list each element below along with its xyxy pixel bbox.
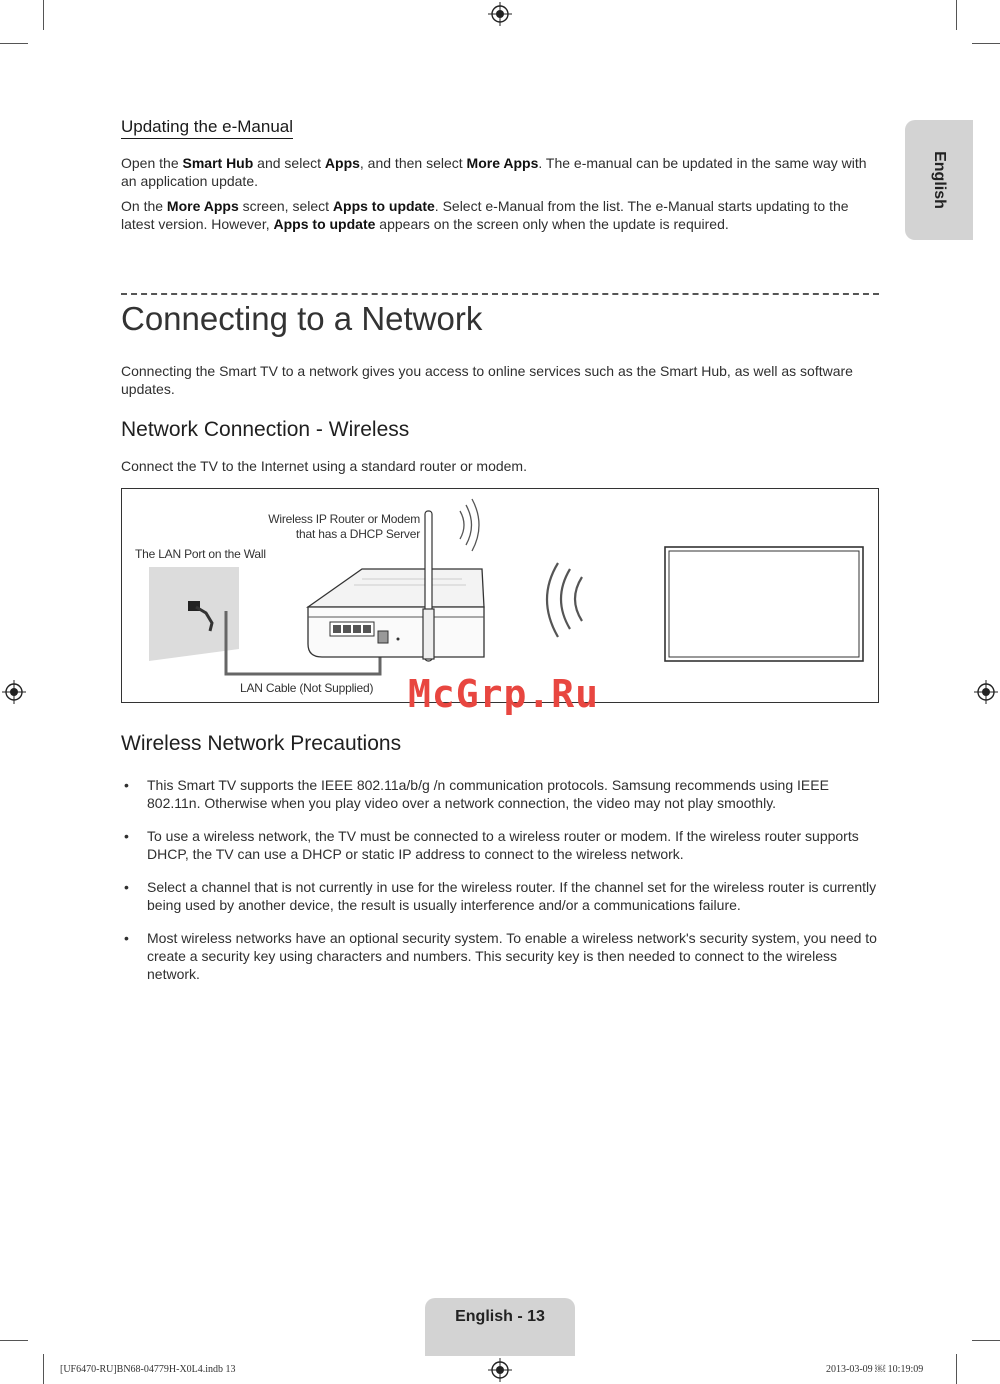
list-item-text: Select a channel that is not currently in use for the wireless router. If the channel set for the wireless router is currently being used by another device, the result is usually interference and/or a communications failure. <box>147 879 877 913</box>
list-item-text: This Smart TV supports the IEEE 802.11a/b/g /n communication protocols. Samsung recommends using IEEE 802.11n. Otherwise when you play video over a network connection, the video may not play smoothly. <box>147 777 829 811</box>
registration-mark-icon <box>488 1358 512 1382</box>
list-item: • Select a channel that is not currently in use for the wireless router. If the channel set for the wireless router is currently being used by another device, the result is usually interference and/or a communications failure. <box>124 879 877 913</box>
crop-mark <box>956 0 957 30</box>
router-label-line-2: that has a DHCP Server <box>295 527 420 541</box>
bold-term: More Apps <box>166 198 239 214</box>
wireless-intro: Connect the TV to the Internet using a standard router or modem. <box>121 458 527 474</box>
list-item-text: To use a wireless network, the TV must be connected to a wireless router or modem. If the wireless router supports DHCP, the TV can use a DHCP or static IP address to connect to the wireless network. <box>147 828 859 862</box>
bold-term: More Apps <box>466 155 539 171</box>
precautions-list <box>121 776 881 998</box>
wireless-signal-icon <box>547 563 582 637</box>
list-item: • Most wireless networks have an optional security system. To enable a wireless network's security system, you need to create a security key using characters and numbers. This security key is then needed to connect to the wireless network. <box>124 930 877 982</box>
registration-mark-icon <box>974 680 998 704</box>
text-run: On the <box>121 198 167 214</box>
bold-term: Apps to update <box>273 216 376 232</box>
bold-term: Smart Hub <box>182 155 254 171</box>
print-slug-left: [UF6470-RU]BN68-04779H-X0L4.indb 13 <box>60 1364 236 1375</box>
section-title: Connecting to a Network <box>121 300 483 337</box>
wireless-heading: Network Connection - Wireless <box>121 418 410 441</box>
crop-mark <box>0 1340 28 1341</box>
list-item: • To use a wireless network, the TV must be connected to a wireless router or modem. If the wireless router supports DHCP, the TV can use a DHCP or static IP address to connect to the wireless network. <box>124 828 859 862</box>
bold-term: Apps to update <box>332 198 435 214</box>
text-run: . The e-manual can be updated in the same way with an application update. <box>121 155 867 189</box>
crop-mark <box>43 0 44 30</box>
registration-mark-icon <box>488 2 512 26</box>
text-run: . Select e-Manual from the list. The e-Manual starts updating to the latest version. However, <box>121 198 849 232</box>
precautions-heading: Wireless Network Precautions <box>121 732 402 755</box>
crop-mark <box>956 1354 957 1384</box>
section-divider <box>121 293 879 295</box>
registration-mark-icon <box>2 680 26 704</box>
list-item: • This Smart TV supports the IEEE 802.11a/b/g /n communication protocols. Samsung recommends using IEEE 802.11n. Otherwise when you play video over a network connection, the video may not play smoothly. <box>124 777 829 811</box>
list-item-text: Most wireless networks have an optional security system. To enable a wireless network's security system, you need to create a security key using characters and numbers. This security key is then needed to connect to the wireless network. <box>147 930 877 982</box>
crop-mark <box>972 43 1000 44</box>
tv-icon <box>665 547 863 661</box>
text-run: Open the <box>121 155 183 171</box>
router-signal-icon <box>460 499 479 551</box>
text-run: screen, select <box>238 198 333 214</box>
text-run: appears on the screen only when the update is required. <box>375 216 729 232</box>
lan-cable-label: LAN Cable (Not Supplied) <box>240 681 374 695</box>
watermark: McGrp.Ru <box>408 672 600 716</box>
updating-heading: Updating the e-Manual <box>121 117 293 139</box>
router-label-line-1: Wireless IP Router or Modem <box>268 512 420 526</box>
print-slug-right: 2013-03-09 ￼ 10:19:09 <box>826 1364 924 1375</box>
router-label <box>242 512 420 542</box>
crop-mark <box>972 1340 1000 1341</box>
language-side-tab <box>905 120 973 240</box>
page-number-tab <box>425 1298 575 1356</box>
network-diagram-graphic <box>122 489 878 702</box>
updating-paragraph-1 <box>121 154 869 190</box>
text-run: , and then select <box>359 155 467 171</box>
lan-port-label: The LAN Port on the Wall <box>135 547 266 561</box>
bold-term: Apps <box>324 155 360 171</box>
section-intro: Connecting the Smart TV to a network gives you access to online services such as the Smart Hub, as well as software updates. <box>121 363 853 397</box>
crop-mark <box>0 43 28 44</box>
page-number-label: English - 13 <box>455 1308 545 1325</box>
network-diagram <box>121 488 879 703</box>
updating-paragraph-2 <box>121 197 869 233</box>
crop-mark <box>43 1354 44 1384</box>
language-side-tab-label: English <box>931 151 948 209</box>
text-run: and select <box>253 155 325 171</box>
